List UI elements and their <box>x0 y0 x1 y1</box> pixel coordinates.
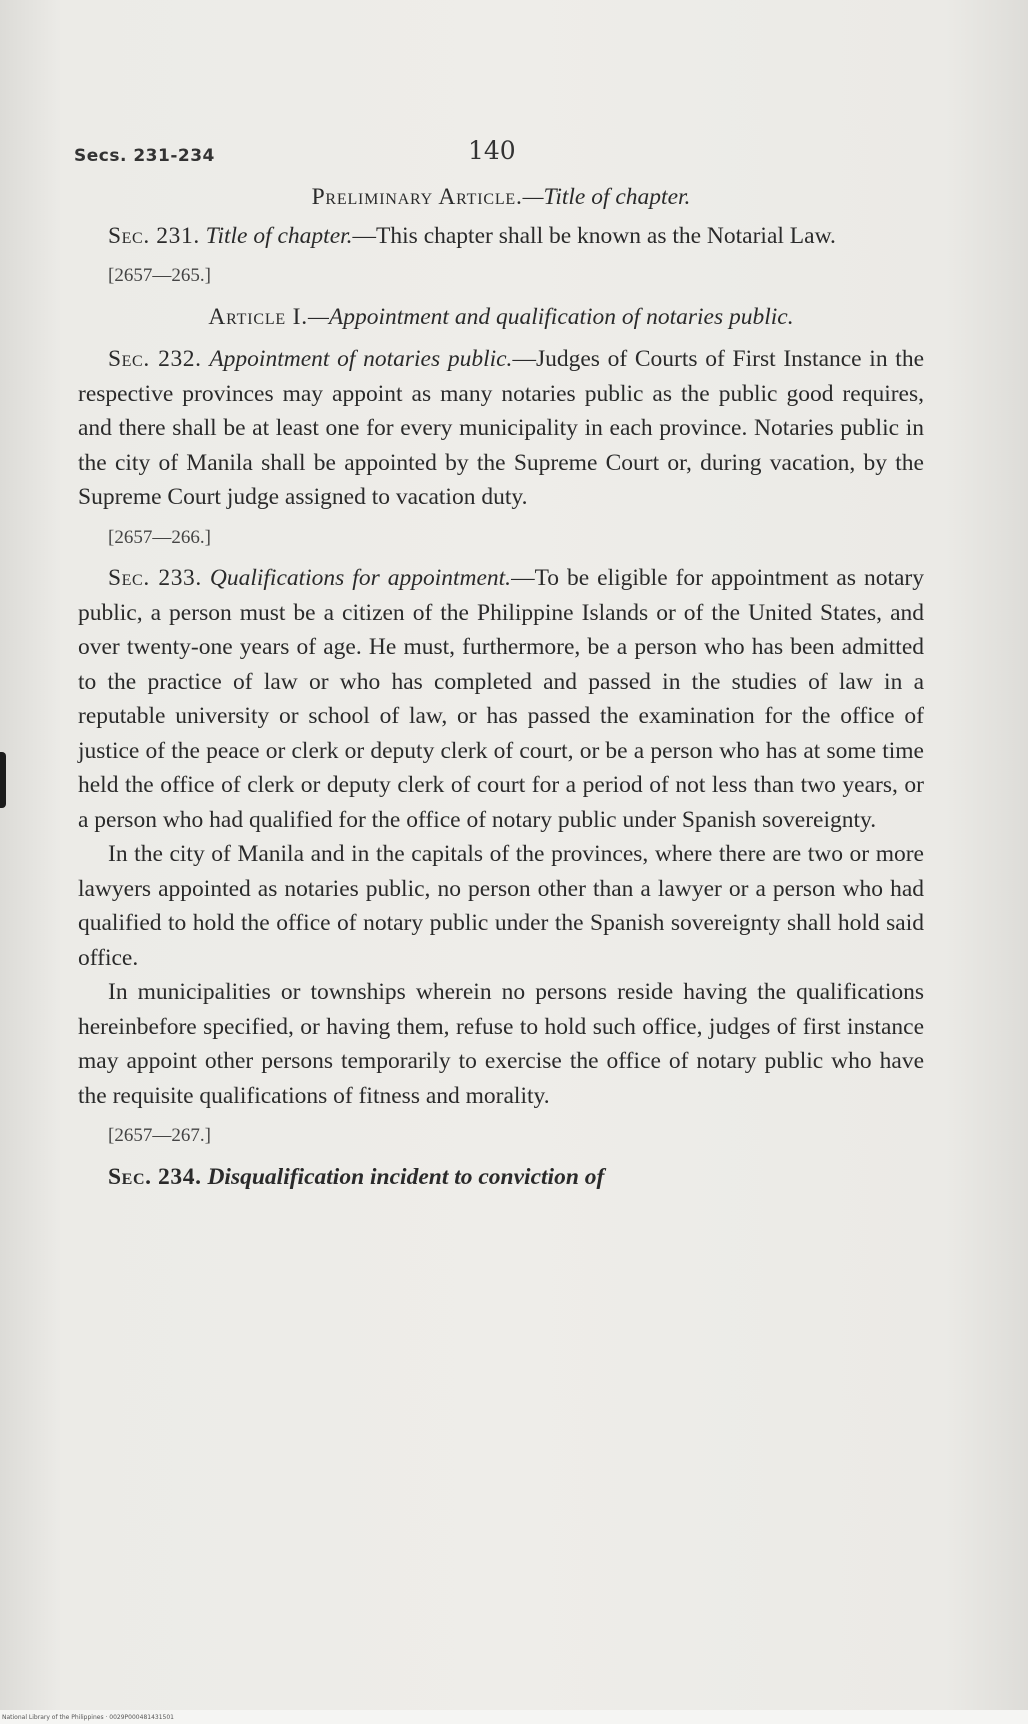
section-231-label: Sec. 231. <box>108 222 200 249</box>
article-1-title: —Appointment and qualification of notaries public. <box>307 303 794 330</box>
binding-edge-mark <box>0 752 6 808</box>
preliminary-article-heading <box>78 180 924 215</box>
section-233-citation: [2657—267.] <box>108 1125 211 1146</box>
section-232 <box>78 342 924 515</box>
section-233-paragraph-3: In municipalities or townships wherein no persons reside having the qualifications hereinbefore specified, or having them, refuse to hold such office, judges of first instance may appoint other persons temporarily to exercise the office of notary public who have the requisite qualifications of fitness and morality. <box>78 979 924 1109</box>
section-232-body: —Judges of Courts of First Instance in the respective provinces may appoint as many notaries public as the public good requires, and there shall be at least one for every municipality in each province. Notaries public in the city of Manila shall be appointed by the Supreme Court or, during vacation, by the Supreme Court judge assigned to vacation duty. <box>78 346 924 510</box>
section-234 <box>78 1160 924 1195</box>
section-232-label: Sec. 232. <box>108 346 202 372</box>
running-head <box>74 136 926 176</box>
section-231-citation: [2657—265.] <box>108 265 211 286</box>
section-233 <box>78 561 924 837</box>
section-234-title: Disqualification incident to conviction of <box>207 1163 605 1190</box>
section-231-body: —This chapter shall be known as the Notarial Law. <box>352 222 836 249</box>
section-232-title: Appointment of notaries public. <box>209 346 513 372</box>
article-1-label: Article I. <box>208 303 308 330</box>
section-233-body: —To be eligible for appointment as notary public, a person must be a citizen of the Philippine Islands or of the United States, and over twenty-one years of age. He must, furthermore, be a person who has been admitted to the practice of law or who has completed and passed in the studies of law in a reputable university or school of law, or has passed the examination for the office of justice of the peace or clerk or deputy clerk of court, or be a person who has at some time held the office of clerk or deputy clerk of court for a period of not less than two years, or a person who had qualified for the office of notary public under Spanish sovereignty. <box>78 565 924 833</box>
section-range: Secs. 231-234 <box>74 146 215 166</box>
section-231 <box>78 219 924 254</box>
article-1-heading <box>78 300 924 335</box>
page-number: 140 <box>468 136 516 165</box>
preliminary-article-label: Preliminary Article. <box>311 184 523 210</box>
section-234-label: Sec. 234. <box>108 1163 202 1190</box>
section-231-title: Title of chapter. <box>205 222 353 249</box>
section-233-title: Qualifications for appointment. <box>209 565 512 591</box>
preliminary-article-title: —Title of chapter. <box>522 184 691 210</box>
footer-text: National Library of the Philippines · 0029P000481431501 <box>2 1714 174 1721</box>
footer-strip <box>0 1710 1028 1724</box>
section-233-label: Sec. 233. <box>108 565 202 591</box>
section-232-citation: [2657—266.] <box>108 526 211 548</box>
section-233-paragraph-2: In the city of Manila and in the capitals of the provinces, where there are two or more lawyers appointed as notaries public, no person other than a lawyer or a person who had qualified to hold the office of notary public under the Spanish sovereignty shall hold said office. <box>78 841 924 971</box>
page-text <box>78 180 924 1194</box>
